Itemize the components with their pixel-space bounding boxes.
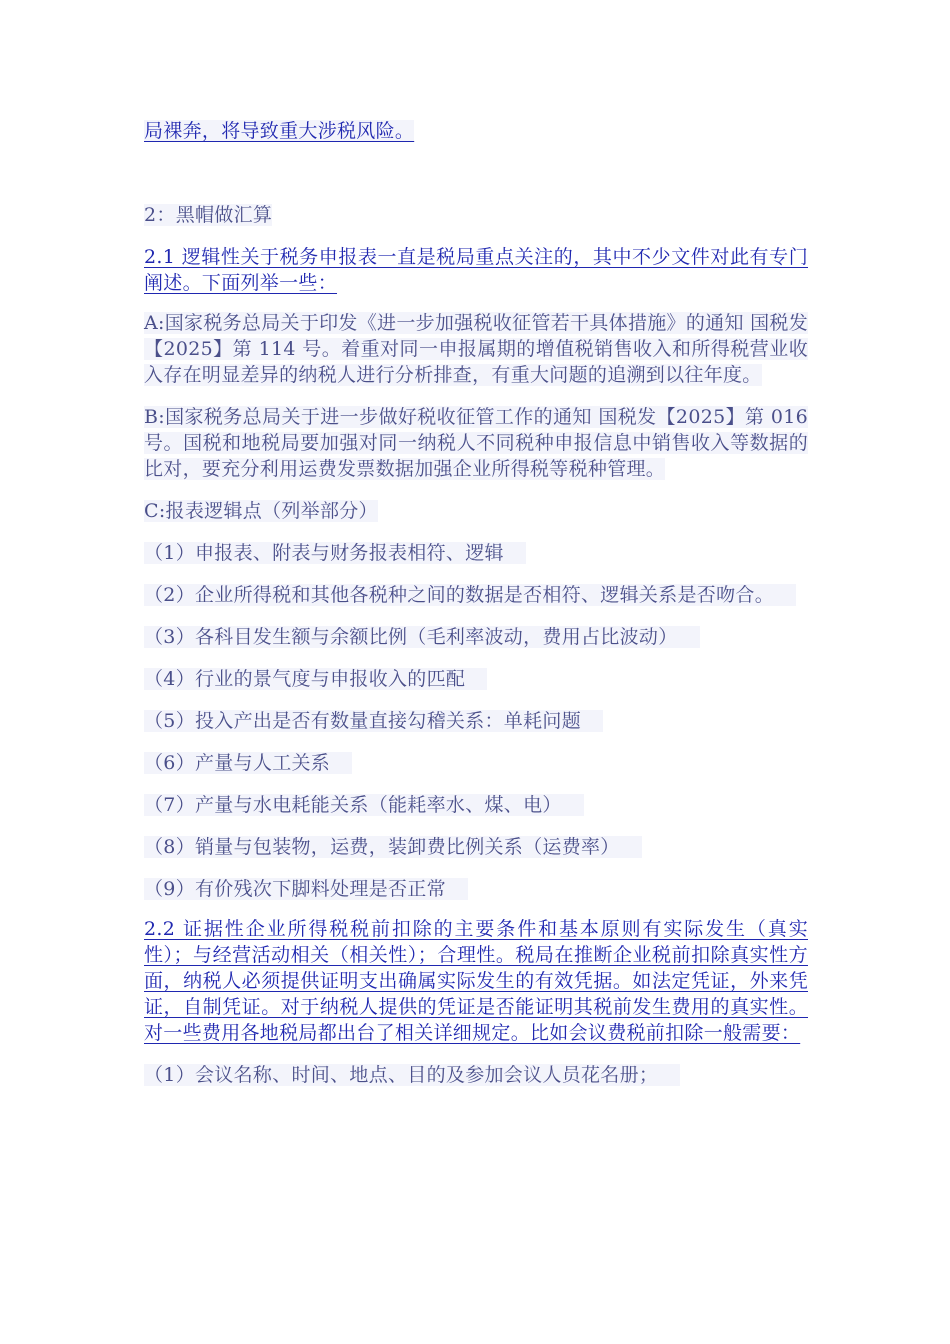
section-heading-text: 2：黑帽做汇算 <box>144 204 273 226</box>
list-item <box>144 540 808 566</box>
list-item-text: （1）会议名称、时间、地点、目的及参加会议人员花名册； <box>144 1064 680 1086</box>
list-item <box>144 792 808 818</box>
list-item-text: （8）销量与包装物，运费，装卸费比例关系（运费率） <box>144 836 642 858</box>
list-item-text: （6）产量与人工关系 <box>144 752 352 774</box>
list-item <box>144 708 808 734</box>
list-item <box>144 1062 808 1088</box>
document-body <box>144 118 808 1088</box>
paragraph-b-text: B:国家税务总局关于进一步做好税收征管工作的通知 国税发【2025】第 016 号。国税和地税局要加强对同一纳税人不同税种申报信息中销售收入等数据的比对，要充分利用运费发票数据加强企业所得税等税种管理。 <box>144 406 808 480</box>
section-heading-2 <box>144 202 808 228</box>
risk-statement-link[interactable]: 局裸奔，将导致重大涉税风险。 <box>144 120 415 142</box>
logic-section-link[interactable]: 2.1 逻辑性关于税务申报表一直是税局重点关注的，其中不少文件对此有专门阐述。下面列举一些： <box>144 246 808 294</box>
list-item <box>144 582 808 608</box>
list-item-text: （4）行业的景气度与申报收入的匹配 <box>144 668 487 690</box>
list-item <box>144 750 808 776</box>
list-item <box>144 666 808 692</box>
list-item-text: （1）申报表、附表与财务报表相符、逻辑 <box>144 542 526 564</box>
paragraph-2-1 <box>144 244 808 296</box>
list-item-text: （7）产量与水电耗能关系（能耗率水、煤、电） <box>144 794 584 816</box>
evidence-section-link[interactable]: 2.2 证据性企业所得税税前扣除的主要条件和基本原则有实际发生（真实性）；与经营活动相关（相关性）；合理性。税局在推断企业税前扣除真实性方面，纳税人必须提供证明支出确属实际发生的有效凭据。如法定凭证，外来凭证，自制凭证。对于纳税人提供的凭证是否能证明其税前发生费用的真实性。对一些费用各地税局都出台了相关详细规定。比如会议费税前扣除一般需要： <box>144 918 808 1044</box>
list-item <box>144 624 808 650</box>
paragraph-b <box>144 404 808 482</box>
paragraph-2-2 <box>144 916 808 1046</box>
paragraph-a-text: A:国家税务总局关于印发《进一步加强税收征管若干具体措施》的通知 国税发【2025】第 114 号。着重对同一申报属期的增值税销售收入和所得税营业收入存在明显差异的纳税人进行分析排查，有重大问题的追溯到以往年度。 <box>144 312 808 386</box>
list-item-text: （3）各科目发生额与余额比例（毛利率波动，费用占比波动） <box>144 626 700 648</box>
paragraph-a <box>144 310 808 388</box>
list-item-text: （5）投入产出是否有数量直接勾稽关系：单耗问题 <box>144 710 603 732</box>
list-item <box>144 876 808 902</box>
list-item <box>144 834 808 860</box>
list-item-text: （2）企业所得税和其他各税种之间的数据是否相符、逻辑关系是否吻合。 <box>144 584 796 606</box>
paragraph-intro-end <box>144 118 808 144</box>
list-item-text: （9）有价残次下脚料处理是否正常 <box>144 878 468 900</box>
paragraph-c <box>144 498 808 524</box>
paragraph-c-text: C:报表逻辑点（列举部分） <box>144 500 378 522</box>
